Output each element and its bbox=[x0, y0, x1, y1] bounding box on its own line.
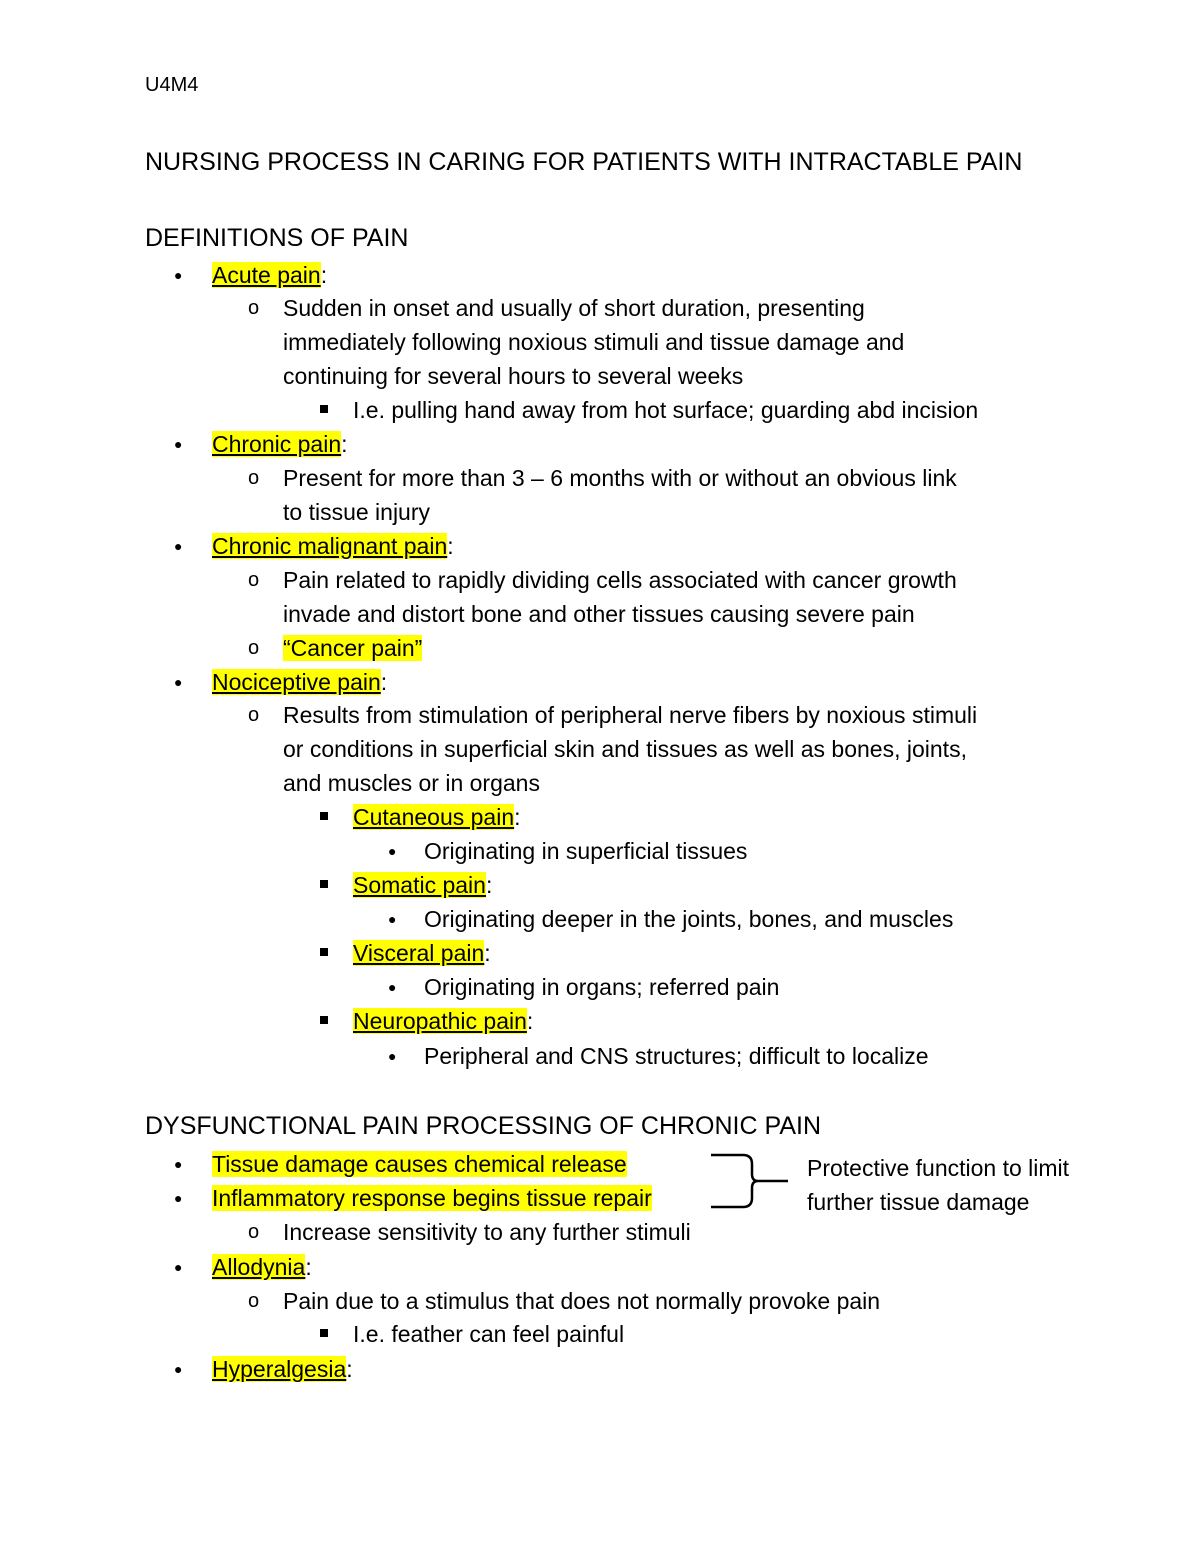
list-item-chronic-pain: Chronic pain: bbox=[212, 431, 348, 457]
document-header: U4M4 bbox=[145, 74, 199, 96]
sub-bullet-icon: o bbox=[248, 637, 260, 659]
bullet-icon: ● bbox=[174, 538, 183, 554]
square-bullet-icon bbox=[320, 948, 328, 956]
term-allodynia: Allodynia bbox=[212, 1254, 306, 1280]
bullet-icon: ● bbox=[174, 267, 183, 283]
bullet-icon: ● bbox=[174, 1361, 183, 1377]
list-item-somatic-pain: Somatic pain: bbox=[353, 872, 493, 898]
brace-note-line2: further tissue damage bbox=[807, 1189, 1030, 1215]
malignant-desc-line1: Pain related to rapidly dividing cells associated with cancer growth bbox=[283, 567, 957, 593]
square-bullet-icon bbox=[320, 812, 328, 820]
list-item-inflammatory-response: Inflammatory response begins tissue repair bbox=[212, 1185, 652, 1211]
allodynia-desc: Pain due to a stimulus that does not normally provoke pain bbox=[283, 1288, 881, 1314]
list-item-neuropathic-pain: Neuropathic pain: bbox=[353, 1008, 534, 1034]
section-heading-definitions: DEFINITIONS OF PAIN bbox=[145, 224, 409, 252]
chronic-desc-line2: to tissue injury bbox=[283, 499, 431, 525]
bullet-icon: ● bbox=[174, 436, 183, 452]
term-acute-pain: Acute pain bbox=[212, 262, 321, 288]
term-cutaneous-pain: Cutaneous pain bbox=[353, 804, 515, 830]
list-item-chronic-malignant-pain: Chronic malignant pain: bbox=[212, 533, 454, 559]
bullet-icon: ● bbox=[174, 1259, 183, 1275]
term-visceral-pain: Visceral pain bbox=[353, 940, 485, 966]
allodynia-example: I.e. feather can feel painful bbox=[353, 1321, 625, 1347]
bullet-icon: ● bbox=[388, 979, 397, 995]
term-chronic-malignant-pain: Chronic malignant pain bbox=[212, 533, 448, 559]
sub-bullet-icon: o bbox=[248, 704, 260, 726]
sub-bullet-icon: o bbox=[248, 297, 260, 319]
nociceptive-desc-line1: Results from stimulation of peripheral nerve fibers by noxious stimuli bbox=[283, 702, 978, 728]
somatic-desc: Originating deeper in the joints, bones, and muscles bbox=[424, 906, 954, 932]
list-item-nociceptive-pain: Nociceptive pain: bbox=[212, 669, 388, 695]
list-item-visceral-pain: Visceral pain: bbox=[353, 940, 491, 966]
list-item-cutaneous-pain: Cutaneous pain: bbox=[353, 804, 521, 830]
acute-example: I.e. pulling hand away from hot surface; guarding abd incision bbox=[353, 397, 979, 423]
acute-desc-line3: continuing for several hours to several weeks bbox=[283, 363, 744, 389]
nociceptive-desc-line2: or conditions in superficial skin and tissues as well as bones, joints, bbox=[283, 736, 967, 762]
bullet-icon: ● bbox=[388, 1048, 397, 1064]
chronic-desc-line1: Present for more than 3 – 6 months with or without an obvious link bbox=[283, 465, 957, 491]
acute-desc-line2: immediately following noxious stimuli and tissue damage and bbox=[283, 329, 905, 355]
sub-bullet-icon: o bbox=[248, 569, 260, 591]
term-hyperalgesia: Hyperalgesia bbox=[212, 1356, 347, 1382]
curly-brace-icon bbox=[708, 1150, 790, 1212]
bullet-icon: ● bbox=[174, 674, 183, 690]
term-chronic-pain: Chronic pain bbox=[212, 431, 342, 457]
document-title: NURSING PROCESS IN CARING FOR PATIENTS WITH INTRACTABLE PAIN bbox=[145, 148, 1023, 176]
nociceptive-desc-line3: and muscles or in organs bbox=[283, 770, 540, 796]
bullet-icon: ● bbox=[174, 1156, 183, 1172]
malignant-desc-line2: invade and distort bone and other tissues causing severe pain bbox=[283, 601, 915, 627]
bullet-icon: ● bbox=[388, 911, 397, 927]
square-bullet-icon bbox=[320, 1016, 328, 1024]
term-nociceptive-pain: Nociceptive pain bbox=[212, 669, 381, 695]
list-item-hyperalgesia: Hyperalgesia: bbox=[212, 1356, 353, 1382]
section-heading-dysfunctional: DYSFUNCTIONAL PAIN PROCESSING OF CHRONIC PAIN bbox=[145, 1112, 822, 1140]
malignant-alias: “Cancer pain” bbox=[283, 635, 423, 661]
visceral-desc: Originating in organs; referred pain bbox=[424, 974, 780, 1000]
acute-desc-line1: Sudden in onset and usually of short duration, presenting bbox=[283, 295, 865, 321]
bullet-icon: ● bbox=[174, 1190, 183, 1206]
term-neuropathic-pain: Neuropathic pain bbox=[353, 1008, 527, 1034]
list-item-tissue-damage: Tissue damage causes chemical release bbox=[212, 1151, 627, 1177]
increase-sensitivity: Increase sensitivity to any further stimuli bbox=[283, 1219, 691, 1245]
sub-bullet-icon: o bbox=[248, 1290, 260, 1312]
list-item-allodynia: Allodynia: bbox=[212, 1254, 312, 1280]
sub-bullet-icon: o bbox=[248, 1221, 260, 1243]
sub-bullet-icon: o bbox=[248, 467, 260, 489]
term-somatic-pain: Somatic pain bbox=[353, 872, 486, 898]
square-bullet-icon bbox=[320, 880, 328, 888]
brace-note-line1: Protective function to limit bbox=[807, 1155, 1070, 1181]
neuropathic-desc: Peripheral and CNS structures; difficult to localize bbox=[424, 1043, 929, 1069]
square-bullet-icon bbox=[320, 1329, 328, 1337]
square-bullet-icon bbox=[320, 405, 328, 413]
bullet-icon: ● bbox=[388, 843, 397, 859]
list-item-acute-pain: Acute pain: bbox=[212, 262, 328, 288]
cutaneous-desc: Originating in superficial tissues bbox=[424, 838, 748, 864]
